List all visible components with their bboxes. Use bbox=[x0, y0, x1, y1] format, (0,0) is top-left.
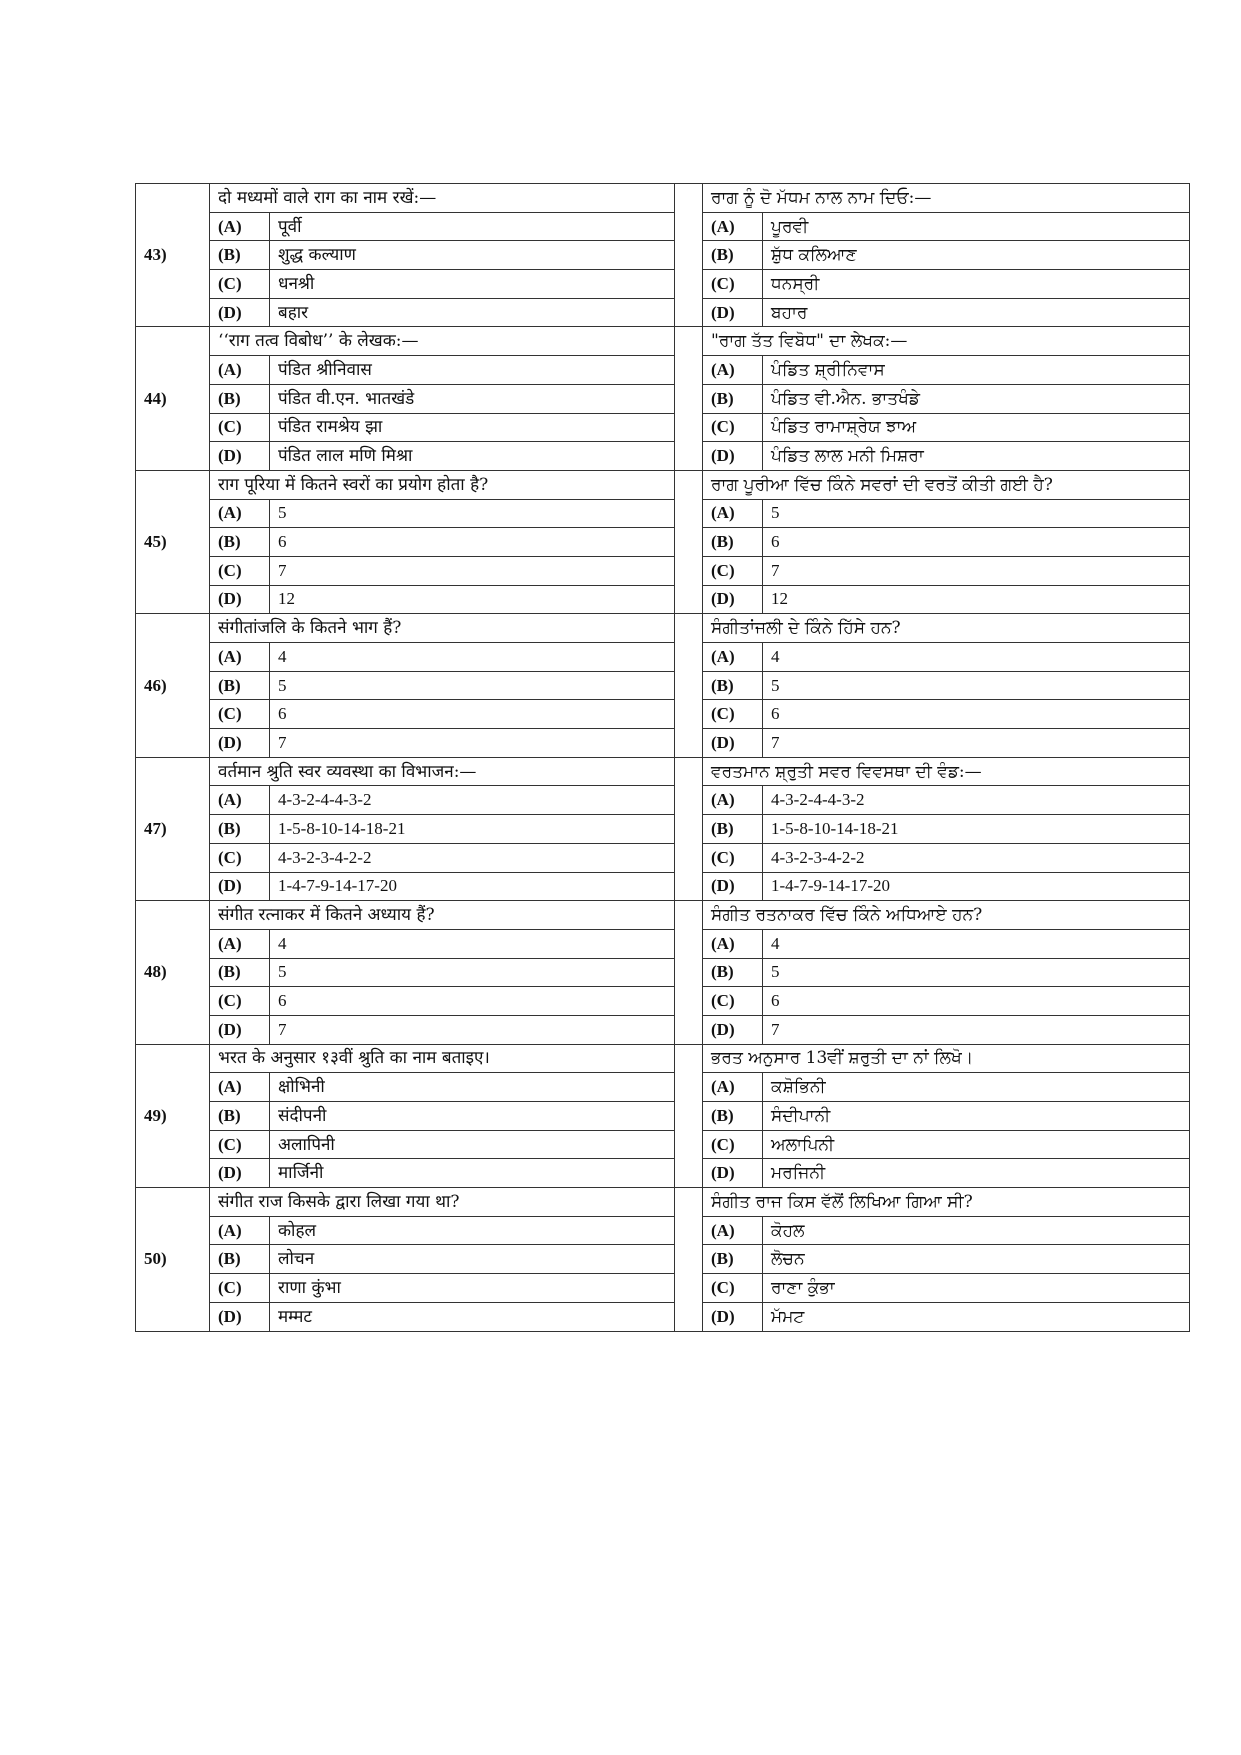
option-text-hindi: मम्मट bbox=[270, 1302, 675, 1331]
option-label-hindi: (C) bbox=[210, 987, 270, 1016]
question-number: 50) bbox=[136, 1188, 210, 1331]
option-label-hindi: (A) bbox=[210, 1073, 270, 1102]
option-text-punjabi: 5 bbox=[763, 671, 1190, 700]
option-label-hindi: (A) bbox=[210, 499, 270, 528]
option-row bbox=[136, 585, 1190, 614]
option-row bbox=[136, 1245, 1190, 1274]
option-row bbox=[136, 929, 1190, 958]
option-row bbox=[136, 700, 1190, 729]
option-text-hindi: अलापिनी bbox=[270, 1130, 675, 1159]
option-text-hindi: शुद्ध कल्याण bbox=[270, 241, 675, 270]
question-row bbox=[136, 327, 1190, 356]
option-row bbox=[136, 987, 1190, 1016]
option-label-hindi: (B) bbox=[210, 241, 270, 270]
option-label-punjabi: (A) bbox=[703, 1073, 763, 1102]
option-label-punjabi: (A) bbox=[703, 1216, 763, 1245]
option-label-punjabi: (D) bbox=[703, 872, 763, 901]
option-row bbox=[136, 499, 1190, 528]
question-text-hindi: संगीत रत्नाकर में कितने अध्याय हैं? bbox=[210, 901, 675, 930]
question-row bbox=[136, 1188, 1190, 1217]
option-label-punjabi: (A) bbox=[703, 643, 763, 672]
question-text-hindi: दो मध्यमों वाले राग का नाम रखें:— bbox=[210, 184, 675, 213]
option-text-hindi: 4 bbox=[270, 643, 675, 672]
question-text-punjabi: ਸੰਗੀਤਾਂਜਲੀ ਦੇ ਕਿੰਨੇ ਹਿੱਸੇ ਹਨ? bbox=[703, 614, 1190, 643]
option-text-punjabi: 4 bbox=[763, 929, 1190, 958]
question-text-hindi: भरत के अनुसार १३वीं श्रुति का नाम बताइए। bbox=[210, 1044, 675, 1073]
option-label-punjabi: (C) bbox=[703, 700, 763, 729]
option-label-punjabi: (A) bbox=[703, 786, 763, 815]
option-text-hindi: 7 bbox=[270, 729, 675, 758]
option-text-hindi: क्षोभिनी bbox=[270, 1073, 675, 1102]
option-text-punjabi: ਮੱਮਟ bbox=[763, 1302, 1190, 1331]
question-text-punjabi: ਸੰਗੀਤ ਰਾਜ ਕਿਸ ਵੱਲੋਂ ਲਿਖਿਆ ਗਿਆ ਸੀ? bbox=[703, 1188, 1190, 1217]
option-label-hindi: (B) bbox=[210, 384, 270, 413]
column-gap bbox=[675, 757, 703, 900]
option-label-punjabi: (B) bbox=[703, 1245, 763, 1274]
option-text-punjabi: 5 bbox=[763, 499, 1190, 528]
option-row bbox=[136, 643, 1190, 672]
option-label-punjabi: (A) bbox=[703, 929, 763, 958]
option-row bbox=[136, 1102, 1190, 1131]
option-text-punjabi: ਰਾਣਾ ਕੁੰਭਾ bbox=[763, 1274, 1190, 1303]
option-row bbox=[136, 241, 1190, 270]
option-text-punjabi: 4 bbox=[763, 643, 1190, 672]
question-text-hindi: ‘‘राग तत्व विबोध’’ के लेखक:— bbox=[210, 327, 675, 356]
option-text-hindi: पंडित वी.एन. भातखंडे bbox=[270, 384, 675, 413]
column-gap bbox=[675, 1188, 703, 1331]
option-text-hindi: बहार bbox=[270, 298, 675, 327]
option-text-punjabi: ਪੰਡਿਤ ਲਾਲ ਮਨੀ ਮਿਸ਼ਰਾ bbox=[763, 442, 1190, 471]
option-label-punjabi: (D) bbox=[703, 298, 763, 327]
option-text-hindi: 4-3-2-3-4-2-2 bbox=[270, 843, 675, 872]
question-row bbox=[136, 614, 1190, 643]
option-text-punjabi: ਬਹਾਰ bbox=[763, 298, 1190, 327]
option-row bbox=[136, 958, 1190, 987]
question-text-punjabi: ਰਾਗ ਨੂੰ ਦੋ ਮੱਧਮ ਨਾਲ ਨਾਮ ਦਿਓ:— bbox=[703, 184, 1190, 213]
option-text-punjabi: 1-5-8-10-14-18-21 bbox=[763, 815, 1190, 844]
option-text-hindi: 5 bbox=[270, 671, 675, 700]
option-label-punjabi: (C) bbox=[703, 1130, 763, 1159]
option-row bbox=[136, 556, 1190, 585]
option-label-punjabi: (C) bbox=[703, 270, 763, 299]
option-label-punjabi: (C) bbox=[703, 843, 763, 872]
option-row bbox=[136, 815, 1190, 844]
option-text-punjabi: ਧਨਸ੍ਰੀ bbox=[763, 270, 1190, 299]
option-text-hindi: पंडित रामश्रेय झा bbox=[270, 413, 675, 442]
option-label-hindi: (B) bbox=[210, 1102, 270, 1131]
option-label-punjabi: (C) bbox=[703, 987, 763, 1016]
option-text-punjabi: ਪੰਡਿਤ ਸ਼੍ਰੀਨਿਵਾਸ bbox=[763, 356, 1190, 385]
option-label-hindi: (C) bbox=[210, 700, 270, 729]
question-text-punjabi: ਸੰਗੀਤ ਰਤਨਾਕਰ ਵਿੱਚ ਕਿੰਨੇ ਅਧਿਆਏ ਹਨ? bbox=[703, 901, 1190, 930]
option-text-hindi: 7 bbox=[270, 1015, 675, 1044]
option-label-hindi: (C) bbox=[210, 556, 270, 585]
option-row bbox=[136, 298, 1190, 327]
option-text-hindi: 1-4-7-9-14-17-20 bbox=[270, 872, 675, 901]
option-text-punjabi: ਪੂਰਵੀ bbox=[763, 212, 1190, 241]
option-text-hindi: 4-3-2-4-4-3-2 bbox=[270, 786, 675, 815]
question-row bbox=[136, 901, 1190, 930]
option-label-punjabi: (D) bbox=[703, 1159, 763, 1188]
option-text-hindi: 7 bbox=[270, 556, 675, 585]
option-text-hindi: 6 bbox=[270, 700, 675, 729]
column-gap bbox=[675, 184, 703, 327]
question-text-punjabi: "ਰਾਗ ਤੱਤ ਵਿਬੋਧ" ਦਾ ਲੇਖਕ:— bbox=[703, 327, 1190, 356]
option-row bbox=[136, 671, 1190, 700]
option-text-punjabi: 7 bbox=[763, 1015, 1190, 1044]
question-number: 45) bbox=[136, 470, 210, 613]
option-text-punjabi: 6 bbox=[763, 987, 1190, 1016]
option-text-hindi: कोहल bbox=[270, 1216, 675, 1245]
question-row bbox=[136, 1044, 1190, 1073]
option-text-punjabi: 6 bbox=[763, 700, 1190, 729]
column-gap bbox=[675, 614, 703, 757]
question-text-hindi: संगीत राज किसके द्वारा लिखा गया था? bbox=[210, 1188, 675, 1217]
option-label-hindi: (A) bbox=[210, 356, 270, 385]
option-label-hindi: (B) bbox=[210, 671, 270, 700]
option-label-punjabi: (C) bbox=[703, 413, 763, 442]
option-label-hindi: (C) bbox=[210, 413, 270, 442]
option-label-hindi: (C) bbox=[210, 1274, 270, 1303]
option-label-punjabi: (C) bbox=[703, 556, 763, 585]
question-text-punjabi: ਵਰਤਮਾਨ ਸ਼੍ਰੁਤੀ ਸਵਰ ਵਿਵਸਥਾ ਦੀ ਵੰਡ:— bbox=[703, 757, 1190, 786]
option-text-hindi: 6 bbox=[270, 987, 675, 1016]
column-gap bbox=[675, 1044, 703, 1187]
option-label-hindi: (C) bbox=[210, 1130, 270, 1159]
option-label-punjabi: (D) bbox=[703, 1302, 763, 1331]
option-row bbox=[136, 843, 1190, 872]
option-row bbox=[136, 1015, 1190, 1044]
option-label-punjabi: (B) bbox=[703, 241, 763, 270]
option-text-hindi: 1-5-8-10-14-18-21 bbox=[270, 815, 675, 844]
option-text-punjabi: 7 bbox=[763, 729, 1190, 758]
option-text-hindi: राणा कुंभा bbox=[270, 1274, 675, 1303]
question-row bbox=[136, 184, 1190, 213]
option-label-hindi: (D) bbox=[210, 1159, 270, 1188]
option-label-punjabi: (B) bbox=[703, 528, 763, 557]
option-label-hindi: (C) bbox=[210, 843, 270, 872]
option-text-punjabi: ਸੰਦੀਪਾਨੀ bbox=[763, 1102, 1190, 1131]
option-text-punjabi: 5 bbox=[763, 958, 1190, 987]
option-label-punjabi: (A) bbox=[703, 356, 763, 385]
option-row bbox=[136, 528, 1190, 557]
question-number: 47) bbox=[136, 757, 210, 900]
option-label-punjabi: (C) bbox=[703, 1274, 763, 1303]
option-text-punjabi: ਪੰਡਿਤ ਵੀ.ਐਨ. ਭਾਤਖੰਡੇ bbox=[763, 384, 1190, 413]
option-label-punjabi: (B) bbox=[703, 815, 763, 844]
question-text-punjabi: ਰਾਗ ਪੂਰੀਆ ਵਿੱਚ ਕਿੰਨੇ ਸਵਰਾਂ ਦੀ ਵਰਤੋਂ ਕੀਤੀ ਗਈ ਹੈ? bbox=[703, 470, 1190, 499]
option-text-punjabi: ਅਲਾਪਿਨੀ bbox=[763, 1130, 1190, 1159]
question-sheet bbox=[135, 183, 1189, 1332]
option-row bbox=[136, 442, 1190, 471]
question-row bbox=[136, 470, 1190, 499]
option-label-hindi: (D) bbox=[210, 442, 270, 471]
option-row bbox=[136, 413, 1190, 442]
option-text-punjabi: ਸ਼ੁੱਧ ਕਲਿਆਣ bbox=[763, 241, 1190, 270]
option-text-punjabi: 6 bbox=[763, 528, 1190, 557]
option-label-punjabi: (B) bbox=[703, 671, 763, 700]
option-row bbox=[136, 872, 1190, 901]
option-label-hindi: (A) bbox=[210, 1216, 270, 1245]
option-text-hindi: पंडित लाल मणि मिश्रा bbox=[270, 442, 675, 471]
option-label-punjabi: (B) bbox=[703, 958, 763, 987]
option-row bbox=[136, 384, 1190, 413]
option-label-hindi: (A) bbox=[210, 786, 270, 815]
option-row bbox=[136, 1159, 1190, 1188]
question-number: 43) bbox=[136, 184, 210, 327]
option-row bbox=[136, 1216, 1190, 1245]
option-text-punjabi: 4-3-2-4-4-3-2 bbox=[763, 786, 1190, 815]
question-number: 44) bbox=[136, 327, 210, 470]
option-text-hindi: पंडित श्रीनिवास bbox=[270, 356, 675, 385]
column-gap bbox=[675, 470, 703, 613]
option-label-punjabi: (D) bbox=[703, 1015, 763, 1044]
question-number: 49) bbox=[136, 1044, 210, 1187]
option-label-punjabi: (D) bbox=[703, 729, 763, 758]
question-text-hindi: राग पूरिया में कितने स्वरों का प्रयोग होता है? bbox=[210, 470, 675, 499]
option-label-hindi: (A) bbox=[210, 929, 270, 958]
option-text-hindi: धनश्री bbox=[270, 270, 675, 299]
option-text-hindi: 12 bbox=[270, 585, 675, 614]
option-label-hindi: (C) bbox=[210, 270, 270, 299]
option-text-hindi: मार्जिनी bbox=[270, 1159, 675, 1188]
option-text-hindi: 6 bbox=[270, 528, 675, 557]
option-label-hindi: (D) bbox=[210, 1302, 270, 1331]
option-text-punjabi: ਪੰਡਿਤ ਰਾਮਾਸ਼੍ਰੇਯ ਝਾਅ bbox=[763, 413, 1190, 442]
question-number: 46) bbox=[136, 614, 210, 757]
option-text-punjabi: 4-3-2-3-4-2-2 bbox=[763, 843, 1190, 872]
option-text-hindi: 4 bbox=[270, 929, 675, 958]
option-label-hindi: (A) bbox=[210, 643, 270, 672]
option-label-punjabi: (A) bbox=[703, 212, 763, 241]
option-row bbox=[136, 1302, 1190, 1331]
option-label-hindi: (B) bbox=[210, 958, 270, 987]
option-row bbox=[136, 1274, 1190, 1303]
option-text-punjabi: ਕਸ਼ੋਭਿਨੀ bbox=[763, 1073, 1190, 1102]
option-label-hindi: (B) bbox=[210, 815, 270, 844]
option-label-punjabi: (B) bbox=[703, 384, 763, 413]
option-label-punjabi: (D) bbox=[703, 442, 763, 471]
option-label-punjabi: (D) bbox=[703, 585, 763, 614]
option-text-punjabi: 1-4-7-9-14-17-20 bbox=[763, 872, 1190, 901]
option-label-hindi: (D) bbox=[210, 1015, 270, 1044]
option-text-punjabi: 7 bbox=[763, 556, 1190, 585]
option-text-hindi: संदीपनी bbox=[270, 1102, 675, 1131]
option-text-hindi: 5 bbox=[270, 499, 675, 528]
column-gap bbox=[675, 901, 703, 1044]
option-label-hindi: (D) bbox=[210, 872, 270, 901]
option-row bbox=[136, 1073, 1190, 1102]
question-text-hindi: वर्तमान श्रुति स्वर व्यवस्था का विभाजन:— bbox=[210, 757, 675, 786]
option-row bbox=[136, 270, 1190, 299]
option-label-punjabi: (A) bbox=[703, 499, 763, 528]
option-label-hindi: (A) bbox=[210, 212, 270, 241]
option-row bbox=[136, 729, 1190, 758]
question-table bbox=[135, 183, 1190, 1332]
option-label-hindi: (D) bbox=[210, 298, 270, 327]
option-text-punjabi: 12 bbox=[763, 585, 1190, 614]
question-row bbox=[136, 757, 1190, 786]
question-number: 48) bbox=[136, 901, 210, 1044]
option-text-hindi: 5 bbox=[270, 958, 675, 987]
option-text-hindi: पूर्वी bbox=[270, 212, 675, 241]
option-text-punjabi: ਲੋਚਨ bbox=[763, 1245, 1190, 1274]
option-text-punjabi: ਮਰਜਿਨੀ bbox=[763, 1159, 1190, 1188]
option-row bbox=[136, 356, 1190, 385]
option-text-punjabi: ਕੋਹਲ bbox=[763, 1216, 1190, 1245]
option-label-hindi: (B) bbox=[210, 528, 270, 557]
column-gap bbox=[675, 327, 703, 470]
option-row bbox=[136, 786, 1190, 815]
option-row bbox=[136, 212, 1190, 241]
question-text-hindi: संगीतांजलि के कितने भाग हैं? bbox=[210, 614, 675, 643]
option-label-hindi: (D) bbox=[210, 729, 270, 758]
option-label-punjabi: (B) bbox=[703, 1102, 763, 1131]
question-text-punjabi: ਭਰਤ ਅਨੁਸਾਰ 13ਵੀਂ ਸ਼ਰੁਤੀ ਦਾ ਨਾਂ ਲਿਖੋ। bbox=[703, 1044, 1190, 1073]
option-label-hindi: (B) bbox=[210, 1245, 270, 1274]
option-label-hindi: (D) bbox=[210, 585, 270, 614]
option-text-hindi: लोचन bbox=[270, 1245, 675, 1274]
option-row bbox=[136, 1130, 1190, 1159]
